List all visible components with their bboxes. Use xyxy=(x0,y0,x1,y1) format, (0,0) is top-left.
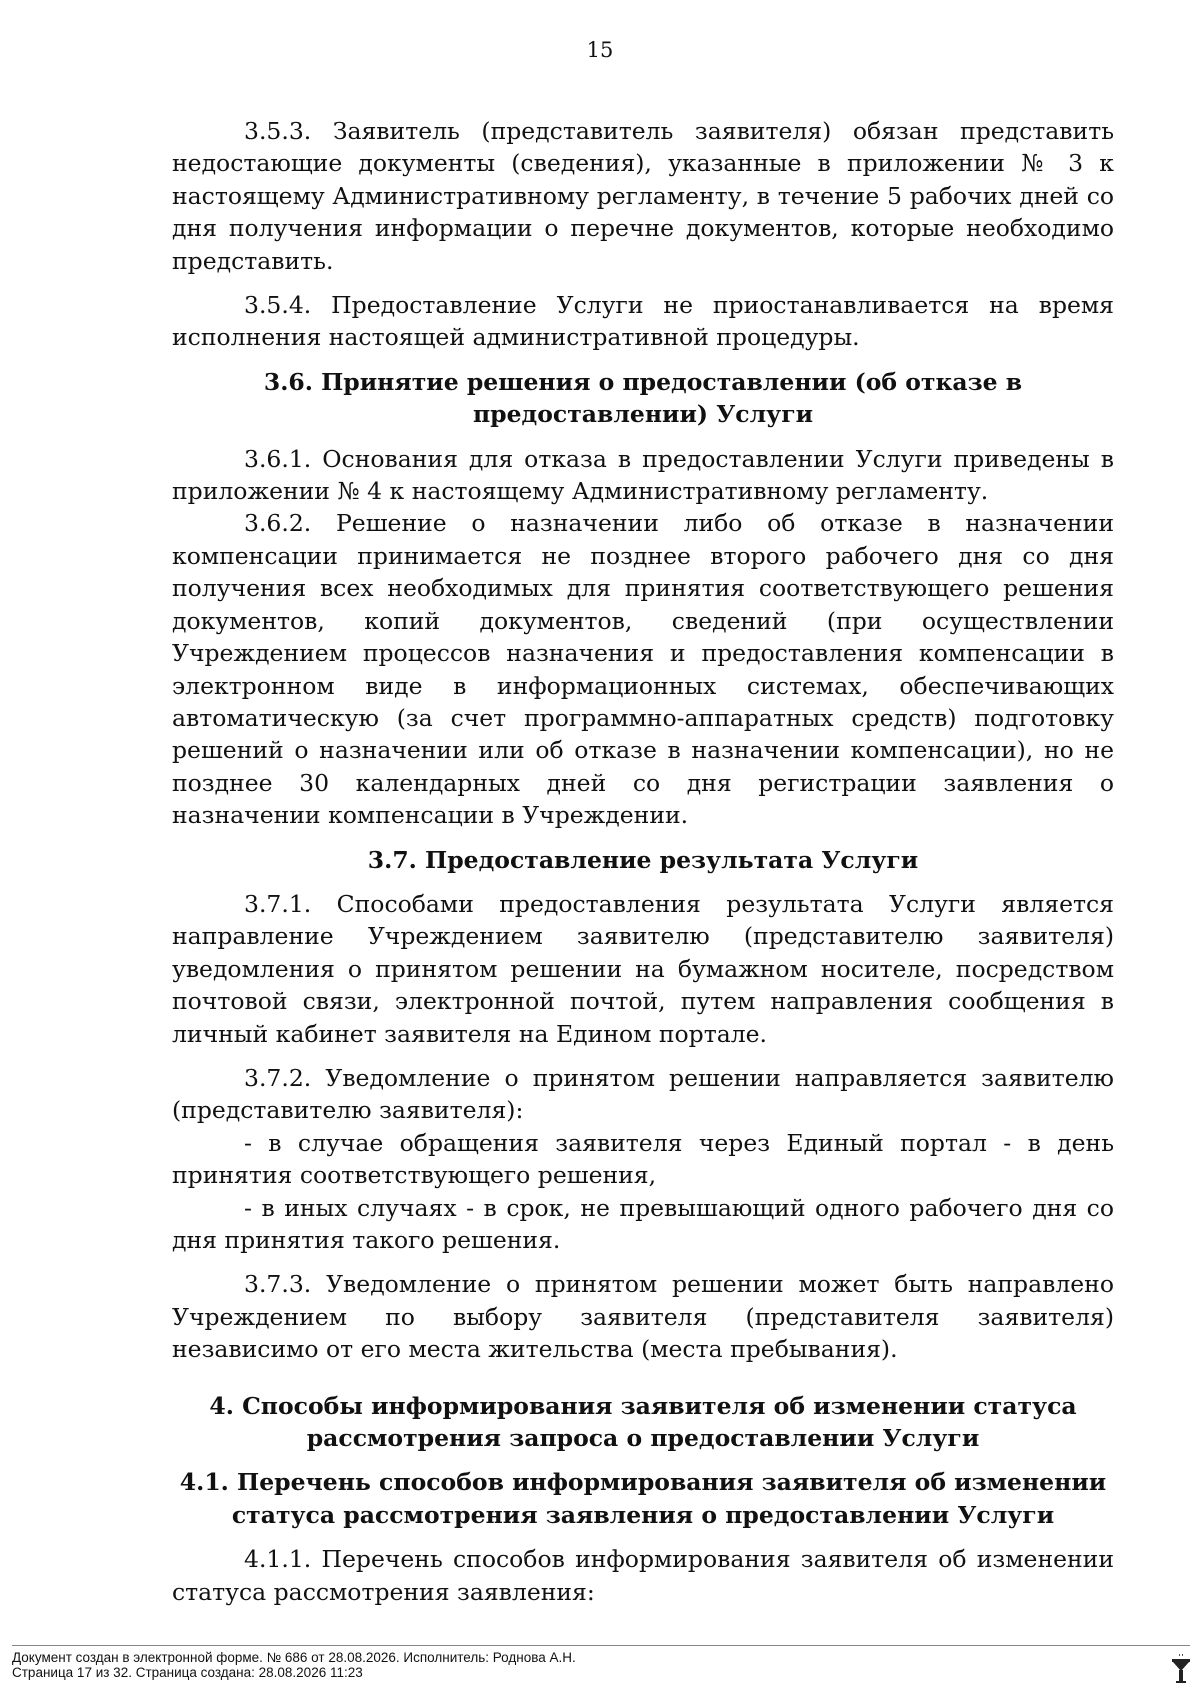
heading-3-7: 3.7. Предоставление результата Услуги xyxy=(367,845,919,874)
paragraph-3-7-2-item-a: - в случае обращения заявителя через Единый портал - в день принятия соответствующего решения, xyxy=(172,1128,1114,1190)
page-number: 15 xyxy=(586,38,614,62)
heading-3-6: 3.6. Принятие решения о предоставлении (об отказе в предоставлении) Услуги xyxy=(263,367,1023,429)
paragraph-3-7-2-item-b: - в иных случаях - в срок, не превышающий одного рабочего дня со дня принятия такого решения. xyxy=(172,1193,1114,1254)
paragraph-3-6-1: 3.6.1. Основания для отказа в предоставлении Услуги приведены в приложении № 4 к настоящему Административному регламенту. xyxy=(172,444,1114,506)
emblem-icon xyxy=(1170,1653,1192,1685)
document-body xyxy=(172,115,1114,1608)
paragraph-3-5-3: 3.5.3. Заявитель (представитель заявителя) обязан представить недостающие документы (сведения), указанные в приложении № 3 к настоящему Административному регламенту, в течение 5 рабочих дней со дня получения информации о перечне документов, которые необходимо представить. xyxy=(172,117,1114,275)
paragraph-3-6-2: 3.6.2. Решение о назначении либо об отказе в назначении компенсации принимается не позднее второго рабочего дня со дня получения всех необходимых для принятия соответствующего решения документов, копий документов, сведений (при осуществлении Учреждением процессов назначения и предоставления компенсации в электронном виде в информационных системах, обеспечивающих автоматическую (за счет программно-аппаратных средств) подготовку решений о назначении или об отказе в назначении компенсации), но не позднее 30 календарных дней со дня регистрации заявления о назначении компенсации в Учреждении. xyxy=(172,509,1114,830)
paragraph-3-7-3: 3.7.3. Уведомление о принятом решении может быть направлено Учреждением по выбору заявителя (представителя заявителя) независимо от его места жительства (места пребывания). xyxy=(172,1270,1114,1364)
footer-line-1: Документ создан в электронной форме. № 686 от 28.08.2026. Исполнитель: Роднова А.Н. xyxy=(12,1650,576,1665)
heading-4-1: 4.1. Перечень способов информирования заявителя об изменении статуса рассмотрения заявления о предоставлении Услуги xyxy=(179,1468,1107,1529)
paragraph-3-5-4: 3.5.4. Предоставление Услуги не приостанавливается на время исполнения настоящей административной процедуры. xyxy=(172,291,1114,352)
footer-text xyxy=(12,1650,576,1680)
heading-4: 4. Способы информирования заявителя об изменении статуса рассмотрения запроса о предоставлении Услуги xyxy=(209,1391,1077,1453)
footer-line-2: Страница 17 из 32. Страница создана: 28.08.2026 11:23 xyxy=(12,1665,363,1680)
footer-divider xyxy=(12,1645,1190,1646)
paragraph-3-7-2: 3.7.2. Уведомление о принятом решении направляется заявителю (представителю заявителя): xyxy=(172,1063,1114,1125)
paragraph-4-1-1: 4.1.1. Перечень способов информирования заявителя об изменении статуса рассмотрения заявления: xyxy=(172,1545,1114,1606)
paragraph-3-7-1: 3.7.1. Способами предоставления результата Услуги является направление Учреждением заявителю (представителю заявителя) уведомления о принятом решении на бумажном носителе, посредством почтовой связи, электронной почтой, путем направления сообщения в личный кабинет заявителя на Едином портале. xyxy=(172,889,1114,1048)
